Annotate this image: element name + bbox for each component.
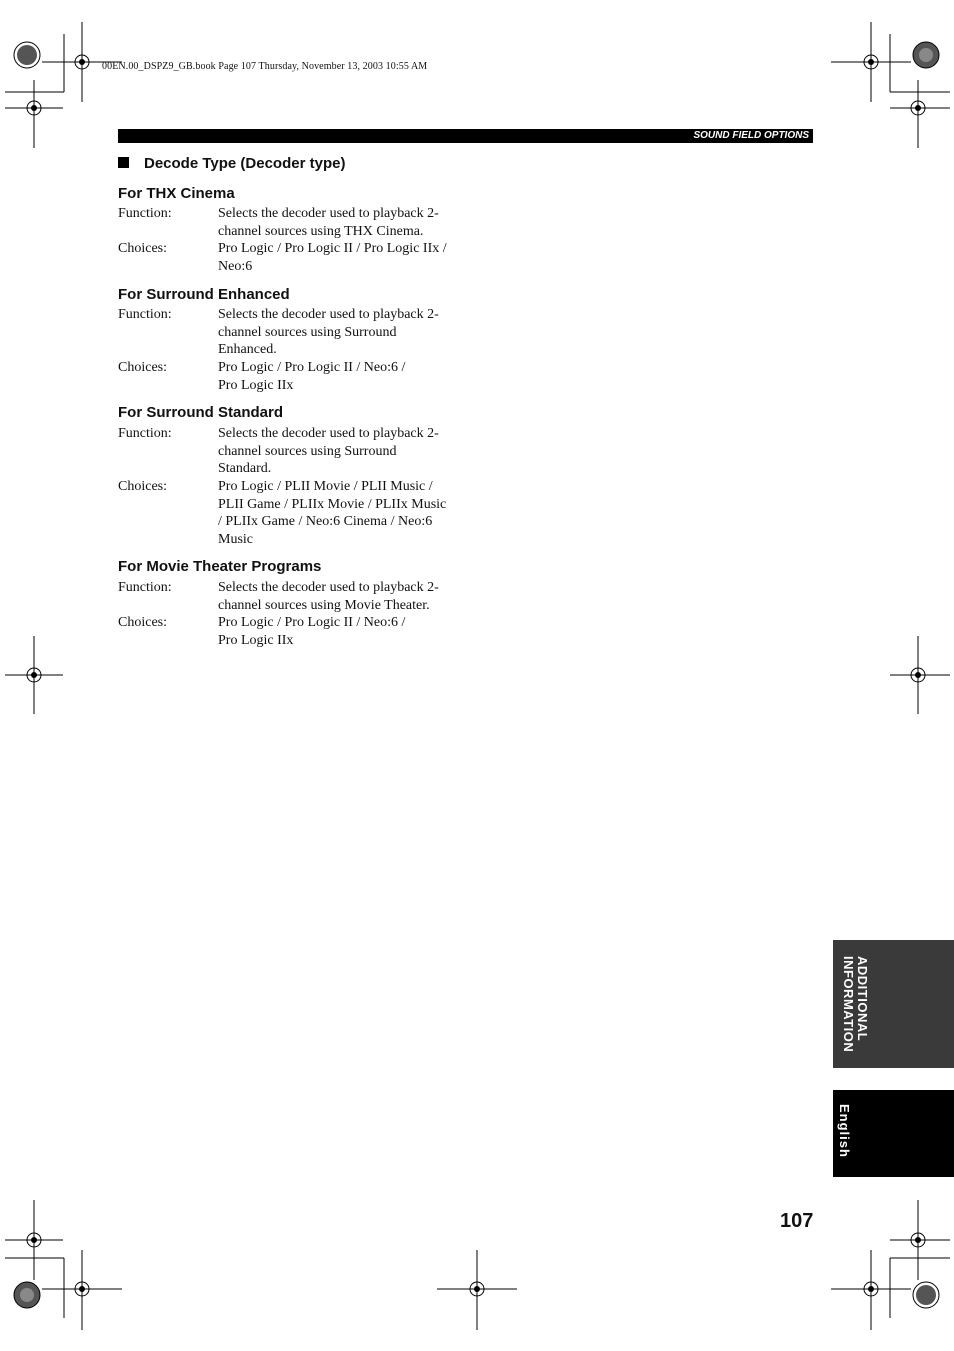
choices-text	[218, 614, 458, 649]
page-number: 107	[780, 1210, 814, 1232]
function-label: Function:	[118, 426, 172, 441]
choices-text	[218, 240, 458, 275]
choices-label: Choices:	[118, 479, 167, 494]
header-label: SOUND FIELD OPTIONS	[693, 130, 809, 141]
section-title-text: Decode Type (Decoder type)	[144, 155, 346, 172]
choices-text	[218, 478, 458, 548]
side-tab-section	[833, 940, 954, 1068]
function-text	[218, 306, 458, 359]
text-line: Selects the decoder used to playback 2-	[218, 426, 439, 441]
text-line: Music	[218, 531, 253, 547]
header-bar	[118, 129, 813, 143]
subsection-heading: For Movie Theater Programs	[118, 558, 322, 575]
text-line: channel sources using Surround	[218, 443, 397, 459]
text-line: PLII Game / PLIIx Movie / PLIIx Music	[218, 496, 447, 512]
text-line: Selects the decoder used to playback 2-	[218, 206, 439, 221]
function-text	[218, 579, 458, 614]
choices-row	[118, 240, 463, 276]
side-tab-language-label: English	[837, 1104, 852, 1158]
subsection-heading: For Surround Enhanced	[118, 286, 290, 303]
text-line: channel sources using Surround	[218, 324, 397, 340]
choices-row	[118, 614, 463, 650]
function-label: Function:	[118, 307, 172, 322]
text-line: channel sources using THX Cinema.	[218, 223, 424, 239]
text-line: Pro Logic IIx	[218, 632, 294, 648]
choices-row	[118, 359, 463, 395]
function-text	[218, 425, 458, 478]
side-tab-language	[833, 1090, 954, 1177]
section-title	[118, 154, 345, 174]
subsection-heading: For Surround Standard	[118, 404, 283, 421]
subsection-heading: For THX Cinema	[118, 185, 235, 202]
choices-label: Choices:	[118, 360, 167, 375]
function-row	[118, 205, 463, 241]
square-bullet-icon	[118, 157, 129, 168]
function-row	[118, 425, 463, 479]
choices-label: Choices:	[118, 615, 167, 630]
function-label: Function:	[118, 206, 172, 221]
file-info: 00EN.00_DSPZ9_GB.book Page 107 Thursday, November 13, 2003 10:55 AM	[102, 61, 428, 72]
text-line: Pro Logic / Pro Logic II / Neo:6 /	[218, 615, 406, 630]
choices-text	[218, 359, 458, 394]
text-line: / PLIIx Game / Neo:6 Cinema / Neo:6	[218, 514, 433, 530]
side-tab-section-label: ADDITIONAL INFORMATION	[841, 956, 870, 1053]
text-line: Pro Logic IIx	[218, 377, 294, 393]
choices-row	[118, 478, 463, 550]
text-line: Enhanced.	[218, 342, 277, 358]
text-line: Selects the decoder used to playback 2-	[218, 580, 439, 595]
text-line: Pro Logic / Pro Logic II / Pro Logic IIx /	[218, 241, 447, 256]
function-text	[218, 205, 458, 240]
text-line: Neo:6	[218, 258, 253, 274]
text-line: Standard.	[218, 461, 272, 477]
choices-label: Choices:	[118, 241, 167, 256]
function-label: Function:	[118, 580, 172, 595]
function-row	[118, 579, 463, 615]
function-row	[118, 306, 463, 360]
text-line: Selects the decoder used to playback 2-	[218, 307, 439, 322]
text-line: channel sources using Movie Theater.	[218, 597, 430, 613]
text-line: Pro Logic / PLII Movie / PLII Music /	[218, 479, 433, 494]
text-line: Pro Logic / Pro Logic II / Neo:6 /	[218, 360, 406, 375]
